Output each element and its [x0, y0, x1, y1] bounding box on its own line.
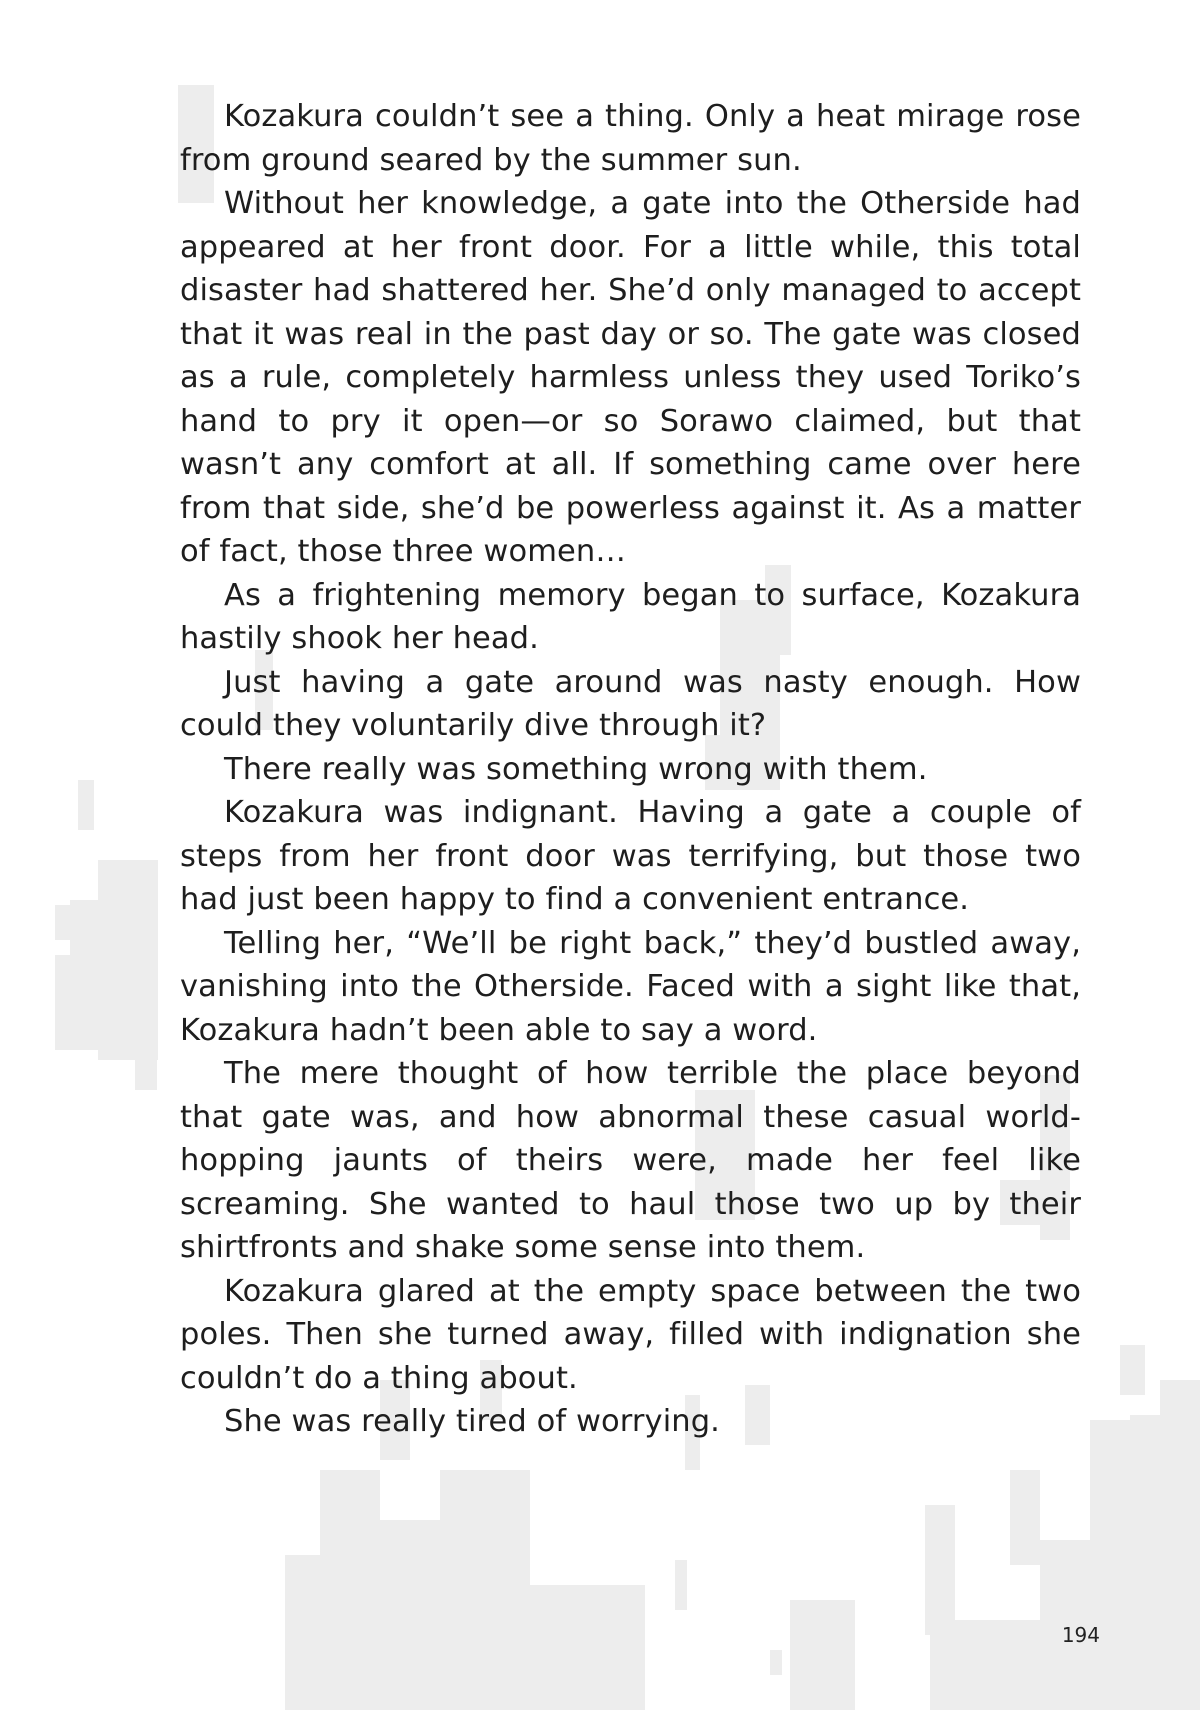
paragraph: The mere thought of how terrible the place beyond that gate was, and how abnormal these casual world-hopping jaunts of theirs were, made her feel like screaming. She wanted to haul those two up by their shirtfronts and shake some sense into them.: [180, 1056, 1081, 1265]
paragraph: She was really tired of worrying.: [224, 1404, 720, 1439]
paragraph: Kozakura couldn’t see a thing. Only a heat mirage rose from ground seared by the summer sun.: [180, 99, 1081, 178]
body-text: [180, 95, 1081, 1444]
paragraph: Just having a gate around was nasty enough. How could they voluntarily dive through it?: [180, 664, 1081, 743]
page-number: 194: [1061, 1623, 1100, 1647]
paragraph: As a frightening memory began to surface, Kozakura hastily shook her head.: [180, 577, 1081, 656]
paragraph: Kozakura was indignant. Having a gate a couple of steps from her front door was terrifying, but those two had just been happy to find a convenient entrance.: [180, 795, 1081, 917]
paragraph: Kozakura glared at the empty space between the two poles. Then she turned away, filled with indignation she couldn’t do a thing about.: [180, 1273, 1081, 1396]
paragraph: Without her knowledge, a gate into the Otherside had appeared at her front door. For a little while, this total disaster had shattered her. She’d only managed to accept that it was real in the past day or so. The gate was closed as a rule, completely harmless unless they used Toriko’s hand to pry it open—or so Sorawo claimed, but that wasn’t any comfort at all. If something came over here from that side, she’d be powerless against it. As a matter of fact, those three women…: [180, 186, 1081, 569]
paragraph: Telling her, “We’ll be right back,” they’d bustled away, vanishing into the Otherside. Faced with a sight like that, Kozakura hadn’t been able to say a word.: [180, 925, 1081, 1048]
paragraph: There really was something wrong with them.: [224, 751, 928, 787]
